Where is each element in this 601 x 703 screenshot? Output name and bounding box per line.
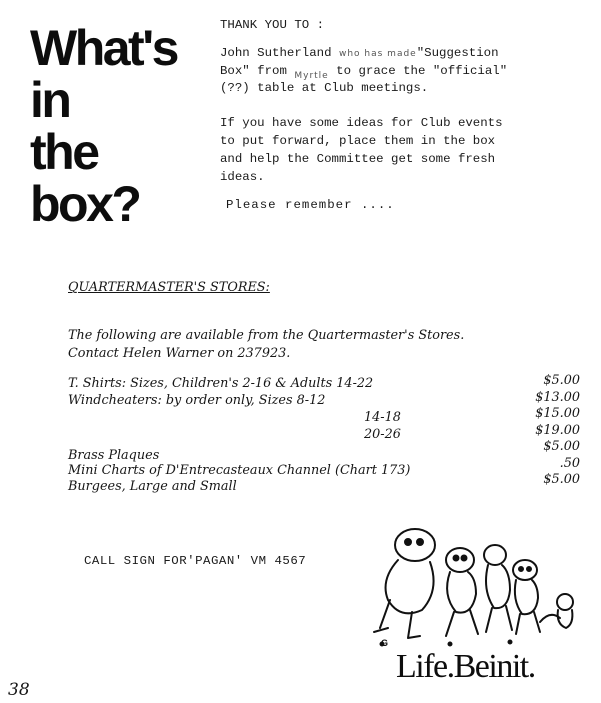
headline-line: in	[30, 72, 70, 128]
thank-you-line-3	[220, 79, 428, 97]
figure-body	[386, 560, 434, 613]
stores-intro-line: The following are available from the Quartermaster's Stores.	[68, 328, 465, 343]
figure-head	[557, 594, 573, 610]
thank-you-text: (??) table at Club meetings.	[220, 81, 429, 95]
thank-you-block	[220, 16, 324, 34]
figure-eye	[405, 539, 411, 545]
figure-legs	[486, 606, 512, 632]
ideas-paragraph	[220, 114, 503, 186]
stores-intro-line: Contact Helen Warner on 237923.	[68, 346, 291, 361]
stores-title-text: QUARTERMASTER'S STORES:	[68, 280, 270, 295]
figure-body	[486, 565, 510, 608]
stores-item-price: $5.00	[543, 472, 580, 487]
stores-item-label: Brass Plaques	[68, 448, 160, 463]
ideas-line: ideas.	[220, 170, 265, 184]
figure-body	[447, 572, 476, 613]
figure-body	[558, 610, 573, 628]
thank-you-text: to grace the "official"	[336, 64, 508, 78]
stores-item-price: $5.00	[543, 373, 580, 388]
figure-head	[395, 529, 435, 561]
thank-you-text: Box" from	[220, 64, 287, 78]
page-number: 38	[8, 680, 30, 700]
headline-line: What's	[30, 20, 177, 76]
stores-item-price: $5.00	[543, 439, 580, 454]
handwritten-insert: who has made	[338, 49, 417, 59]
figure-legs	[374, 600, 420, 638]
headline	[30, 22, 200, 230]
stores-item-label: Mini Charts of D'Entrecasteaux Channel (Chart 173)	[68, 463, 411, 478]
stores-item-label: Burgees, Large and Small	[68, 479, 237, 494]
figure-legs	[446, 610, 478, 636]
stores-title	[68, 280, 270, 295]
ideas-line: If you have some ideas for Club events	[220, 116, 503, 130]
stores-item-label: 14-18	[364, 410, 401, 425]
figure-eye	[417, 539, 423, 545]
stores-item-price: $15.00	[535, 406, 580, 421]
figure-arm	[540, 615, 560, 622]
stores-item-price: $19.00	[535, 423, 580, 438]
thank-you-text: "Suggestion	[416, 46, 499, 60]
figure-legs	[516, 612, 540, 634]
headline-line: box?	[30, 176, 140, 232]
please-remember-text: Please remember ....	[226, 198, 395, 212]
thank-you-line-1	[220, 44, 499, 63]
figure-body	[515, 580, 538, 614]
logo-mark: G	[381, 638, 389, 648]
stores-item-label: T. Shirts: Sizes, Children's 2-16 & Adults 14-22	[68, 376, 374, 391]
stores-item-price: .50	[559, 456, 580, 471]
ideas-line: to put forward, place them in the box	[220, 134, 496, 148]
stores-item-label: 20-26	[364, 427, 401, 442]
stores-intro	[68, 327, 464, 363]
call-sign	[84, 552, 306, 570]
thank-you-name: John Sutherland	[220, 46, 332, 60]
please-remember	[226, 196, 395, 214]
figure-head	[446, 548, 474, 572]
life-be-in-it-illustration	[360, 520, 590, 650]
handwritten-insert: Myrtle	[294, 71, 329, 81]
stores-item-price: $13.00	[535, 390, 580, 405]
stores-item-label: Windcheaters: by order only, Sizes 8-12	[68, 393, 326, 408]
headline-line: the	[30, 124, 98, 180]
call-sign-text: CALL SIGN FOR'PAGAN' VM 4567	[84, 554, 307, 568]
figure-head	[484, 545, 506, 565]
thank-you-heading: THANK YOU TO :	[220, 18, 325, 32]
ideas-line: and help the Committee get some fresh	[220, 152, 496, 166]
logo-slogan: Life.Beinit.	[396, 648, 535, 685]
figure-head	[513, 560, 537, 580]
